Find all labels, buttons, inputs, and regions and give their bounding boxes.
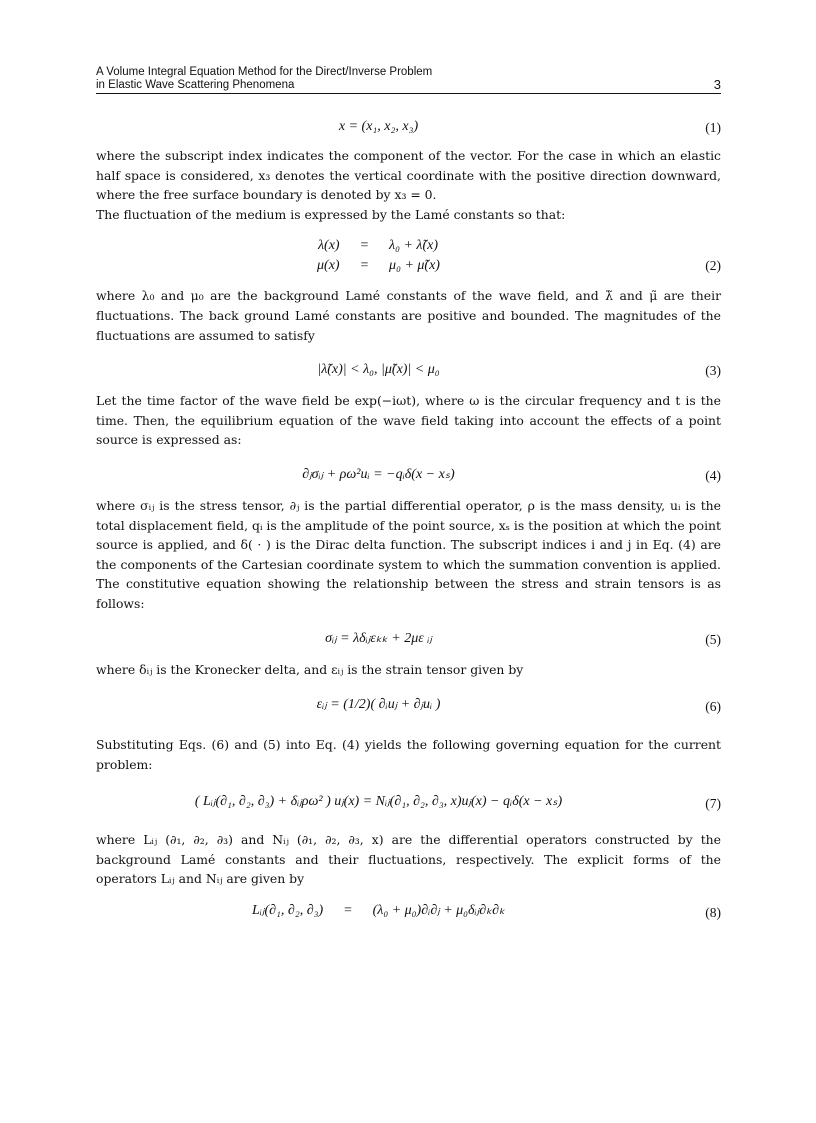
equation-3-number: (3) [705, 363, 721, 379]
equation-8 [96, 899, 721, 923]
equation-1-math: x = (x₁, x₂, x₃) [338, 119, 419, 134]
eq8-lhs: Lᵢⱼ(∂₁, ∂₂, ∂₃) [252, 903, 324, 919]
equation-5-number: (5) [705, 631, 721, 647]
equation-3-math: |λ̃(x)| < λ₀, |μ̃(x)| < μ₀ [317, 362, 440, 378]
paragraph-8: where Lᵢⱼ (∂₁, ∂₂, ∂₃) and Nᵢⱼ (∂₁, ∂₂, ∂₃, x) are the differential operators constructed by the background Lamé constants and their fluctuations, respectively. The explicit forms of the operators Lᵢⱼ and Nᵢⱼ are given by [96, 832, 721, 887]
equation-8-number: (8) [705, 905, 721, 921]
equation-2 [96, 234, 721, 278]
running-header [96, 66, 721, 94]
paragraph-5: where σᵢⱼ is the stress tensor, ∂ⱼ is the partial differential operator, ρ is the mass density, uᵢ is the total displacement field, qᵢ is the amplitude of the point source, xₛ is the position at which the point source is applied, and δ( · ) is the Dirac delta function. The subscript indices i and j in Eq. (4) are the components of the Cartesian coordinate system to which the summation convention is applied. The constitutive equation showing the relationship between the stress and strain tensors is as follows: [96, 497, 721, 611]
equation-4 [96, 462, 721, 486]
equation-1 [96, 114, 721, 138]
header-title-line1: A Volume Integral Equation Method for the Direct/Inverse Problem [96, 66, 433, 78]
eq2-row2-rhs: μ₀ + μ̃(x) [389, 258, 440, 274]
body-text [96, 114, 721, 923]
paragraph-4: Let the time factor of the wave field be exp(−iωt), where ω is the circular frequency and t is the time. Then, the equilibrium equation of the wave field taking into account the effects of a point source is expressed as: [96, 393, 721, 448]
eq2-row2-lhs: μ(x) [317, 258, 340, 274]
equation-5 [96, 626, 721, 650]
equation-1-number: (1) [705, 120, 721, 135]
paragraph-3: where λ₀ and μ₀ are the background Lamé constants of the wave field, and λ̃ and μ̃ are their fluctuations. The back ground Lamé constants are positive and bounded. The magnitudes of the fluctuations are assumed to satisfy [96, 288, 721, 343]
equation-8-table [246, 901, 511, 921]
page [96, 66, 721, 931]
equation-6-number: (6) [705, 699, 721, 715]
equation-6-math: εᵢⱼ = (1/2)( ∂ᵢuⱼ + ∂ⱼuᵢ ) [316, 697, 441, 713]
equation-5-math: σᵢⱼ = λδᵢⱼεₖₖ + 2με ᵢⱼ [325, 630, 432, 646]
eq2-row1-rhs: λ₀ + λ̃(x) [389, 238, 439, 254]
eq2-row1-equals: = [359, 238, 370, 254]
eq2-row1-lhs: λ(x) [317, 238, 340, 254]
paragraph-2: The fluctuation of the medium is expressed by the Lamé constants so that: [96, 206, 566, 222]
equation-2-table [311, 236, 446, 276]
equation-7-math: ( Lᵢⱼ(∂₁, ∂₂, ∂₃) + δᵢⱼρω² ) uⱼ(x) = Nᵢⱼ(∂₁, ∂₂, ∂₃, x)uⱼ(x) − qᵢδ(x − xₛ) [194, 794, 563, 810]
equation-4-math: ∂ⱼσᵢⱼ + ρω²uᵢ = −qᵢδ(x − xₛ) [302, 466, 455, 482]
eq8-rhs: (λ₀ + μ₀)∂ᵢ∂ⱼ + μ₀δᵢⱼ∂ₖ∂ₖ [372, 903, 505, 919]
equation-7-number: (7) [705, 796, 721, 812]
header-title-line2: in Elastic Wave Scattering Phenomena [96, 79, 295, 91]
paragraph-7: Substituting Eqs. (6) and (5) into Eq. (4) yields the following governing equation for the current problem: [96, 737, 721, 772]
equation-4-number: (4) [705, 467, 721, 483]
eq2-row2-equals: = [359, 258, 370, 274]
paragraph-6: where δᵢⱼ is the Kronecker delta, and εᵢⱼ is the strain tensor given by [96, 661, 524, 677]
paragraph-1: where the subscript index indicates the component of the vector. For the case in which an elastic half space is considered, x₃ denotes the vertical coordinate with the positive direction downward, where the free surface boundary is denoted by x₃ = 0. [96, 148, 721, 203]
equation-2-number: (2) [705, 258, 721, 274]
equation-6 [96, 687, 721, 723]
eq8-equals: = [343, 903, 353, 919]
equation-3 [96, 357, 721, 381]
equation-7 [96, 784, 721, 820]
page-number: 3 [713, 77, 721, 92]
